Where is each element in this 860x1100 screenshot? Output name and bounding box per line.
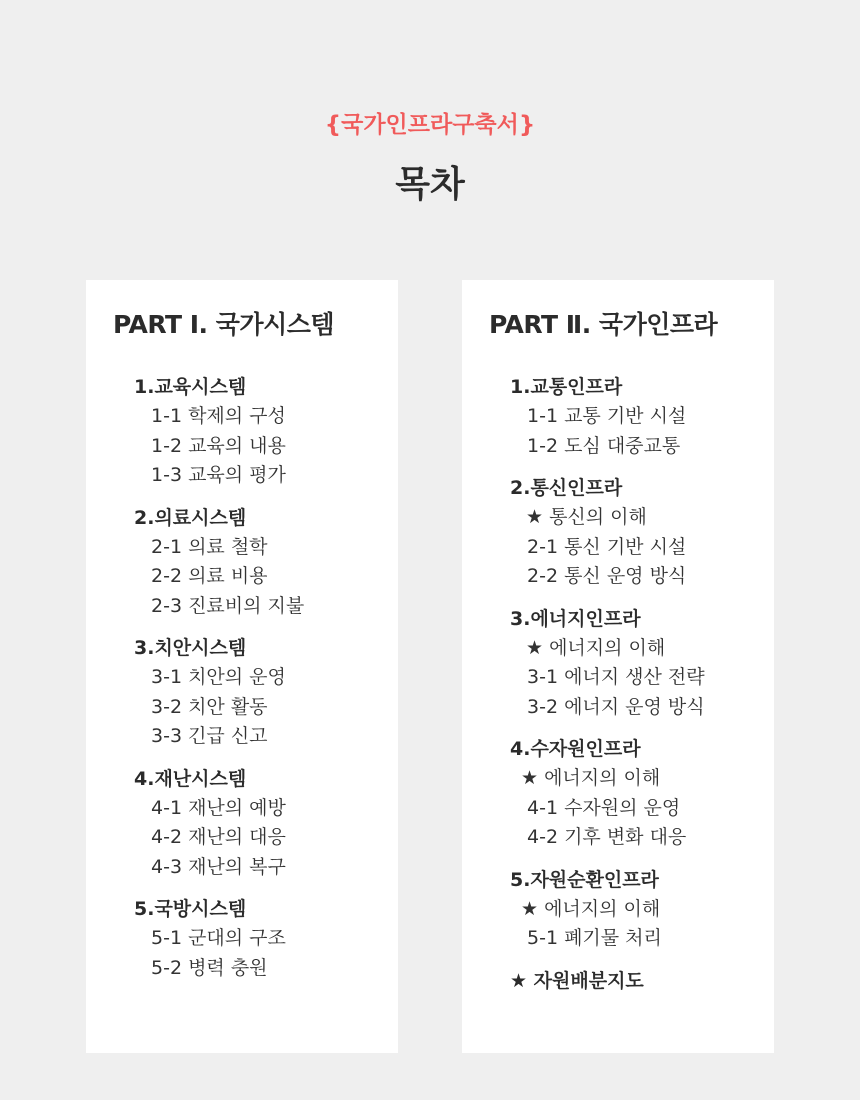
toc-section	[510, 473, 764, 592]
toc-item[interactable]: 2-1 통신 기반 시설	[527, 535, 687, 558]
toc-item[interactable]: 3-1 치안의 운영	[151, 666, 286, 688]
part-1-sections	[134, 372, 388, 995]
page-title: 목차	[395, 164, 465, 205]
toc-item-star[interactable]: ★ 에너지의 이해	[526, 636, 666, 659]
section-title[interactable]: 5.자원순환인프라	[510, 868, 659, 891]
document-subtitle: {국가인프라구축서}	[324, 112, 536, 138]
toc-item[interactable]: 1-2 교육의 내용	[151, 434, 286, 457]
resource-map-link[interactable]: ★ 자원배분지도	[510, 969, 644, 992]
toc-item-star[interactable]: ★ 에너지의 이해	[521, 767, 661, 789]
toc-item-star[interactable]: ★ 에너지의 이해	[521, 897, 661, 920]
toc-item[interactable]: 3-2 에너지 운영 방식	[527, 695, 705, 718]
toc-item[interactable]: 2-3 진료비의 지불	[151, 594, 305, 617]
toc-item[interactable]: 1-2 도심 대중교통	[527, 434, 681, 457]
section-title[interactable]: 2.의료시스템	[134, 506, 247, 529]
toc-item[interactable]: 4-2 기후 변화 대응	[527, 826, 687, 848]
section-title[interactable]: 1.교육시스템	[134, 376, 247, 398]
toc-item[interactable]: 3-2 치안 활동	[151, 695, 268, 718]
toc-section	[510, 734, 764, 853]
toc-section	[134, 372, 388, 491]
toc-section	[134, 894, 388, 983]
section-title[interactable]: 2.통신인프라	[510, 477, 623, 499]
toc-item[interactable]: 4-3 재난의 복구	[151, 855, 286, 878]
section-title[interactable]: 1.교통인프라	[510, 376, 623, 398]
toc-item[interactable]: 5-2 병력 충원	[151, 956, 268, 979]
toc-item[interactable]: 4-2 재난의 대응	[151, 826, 286, 848]
toc-section	[510, 604, 764, 723]
section-title[interactable]: 3.치안시스템	[134, 637, 247, 659]
toc-item[interactable]: 1-1 학제의 구성	[151, 405, 286, 427]
part-2-heading: PART Ⅱ. 국가인프라	[489, 310, 718, 339]
section-title[interactable]: 3.에너지인프라	[510, 607, 641, 630]
toc-item[interactable]: 4-1 재난의 예방	[151, 796, 286, 819]
toc-card-part-2	[462, 280, 774, 1053]
toc-item-star[interactable]: ★ 통신의 이해	[526, 506, 647, 528]
toc-section	[510, 865, 764, 954]
toc-item[interactable]: 1-3 교육의 평가	[151, 464, 286, 486]
toc-section	[510, 372, 764, 461]
toc-item[interactable]: 3-1 에너지 생산 전략	[527, 666, 705, 688]
toc-item[interactable]: 2-2 통신 운영 방식	[527, 565, 687, 587]
toc-item[interactable]: 2-1 의료 철학	[151, 535, 268, 558]
section-title[interactable]: 4.수자원인프라	[510, 738, 641, 760]
part-2-sections	[510, 372, 764, 996]
toc-item[interactable]: 5-1 폐기물 처리	[527, 927, 662, 949]
toc-item[interactable]: 3-3 긴급 신고	[151, 725, 268, 747]
toc-item[interactable]: 4-1 수자원의 운영	[527, 796, 681, 819]
toc-section	[134, 764, 388, 883]
toc-item[interactable]: 2-2 의료 비용	[151, 565, 268, 587]
section-title[interactable]: 4.재난시스템	[134, 767, 247, 790]
toc-card-part-1	[86, 280, 398, 1053]
toc-section	[134, 633, 388, 752]
toc-item[interactable]: 5-1 군대의 구조	[151, 927, 286, 949]
section-title[interactable]: 5.국방시스템	[134, 898, 247, 920]
toc-section	[134, 503, 388, 622]
part-1-heading: PART Ⅰ. 국가시스템	[113, 310, 335, 339]
toc-item[interactable]: 1-1 교통 기반 시설	[527, 405, 687, 427]
